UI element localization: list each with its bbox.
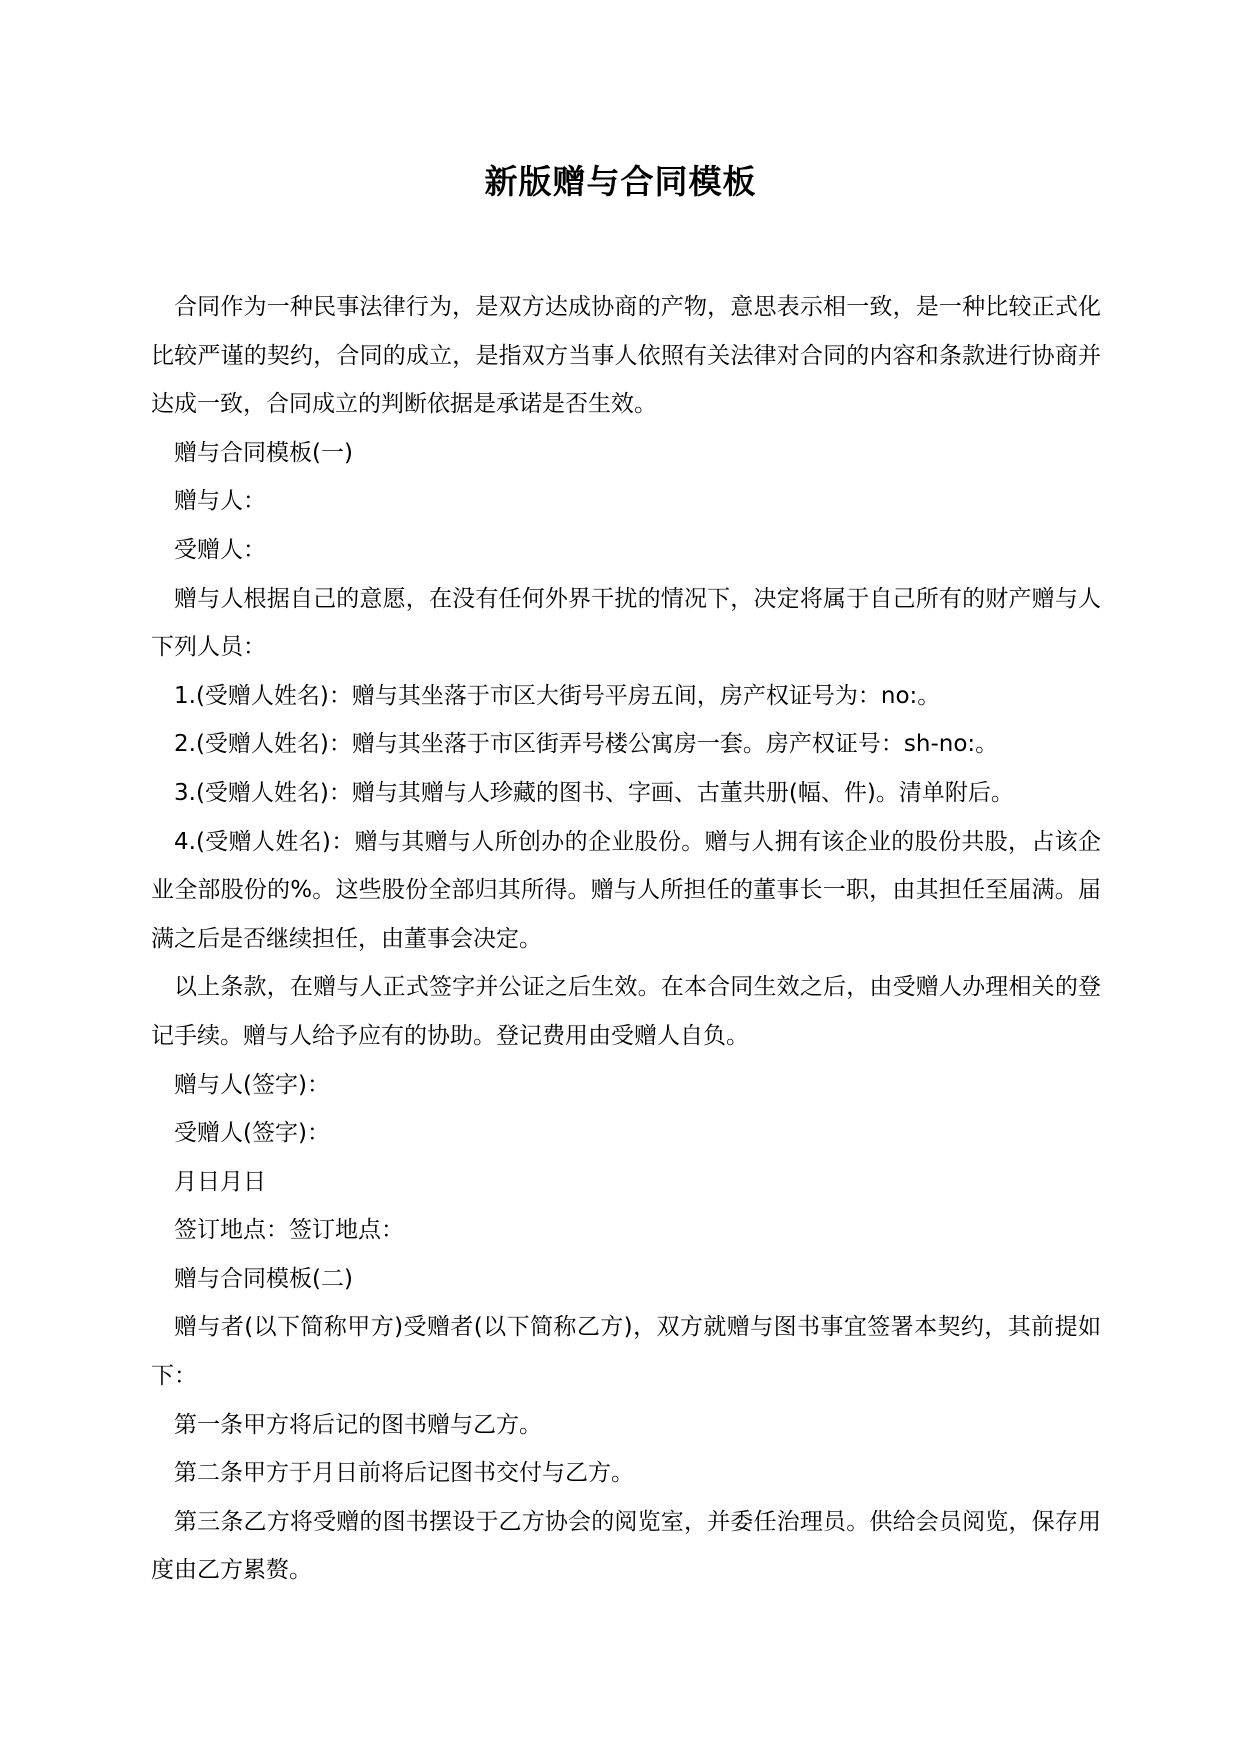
article-1: 第一条甲方将后记的图书赠与乙方。: [174, 1411, 542, 1438]
paragraph-preamble-2: 赠与者(以下简称甲方)受赠者(以下简称乙方)，双方就赠与图书事宜签署本契约，其前提如下：: [151, 1314, 1101, 1390]
donee-field-label: 受赠人：: [174, 536, 266, 563]
signing-place-line: 签订地点：签订地点：: [174, 1217, 404, 1244]
section-heading-template-1: 赠与合同模板(一): [174, 439, 353, 466]
document-title: 新版赠与合同模板: [484, 162, 757, 201]
clause-item-2: 2.(受赠人姓名)：赠与其坐落于市区街弄号楼公寓房一套。房产权证号：sh-no:。: [174, 731, 999, 758]
donor-field-label: 赠与人：: [174, 488, 266, 515]
clause-item-3: 3.(受赠人姓名)：赠与其赠与人珍藏的图书、字画、古董共册(幅、件)。清单附后。: [174, 779, 1014, 806]
section-heading-template-2: 赠与合同模板(二): [174, 1265, 353, 1292]
paragraph-effective-terms: 以上条款，在赠与人正式签字并公证之后生效。在本合同生效之后，由受赠人办理相关的登记手续。赠与人给予应有的协助。登记费用由受赠人自负。: [151, 974, 1101, 1049]
document-body: [151, 283, 1101, 1595]
clause-item-1: 1.(受赠人姓名)：赠与其坐落于市区大街号平房五间，房产权证号为：no:。: [174, 682, 941, 709]
article-3: 第三条乙方将受赠的图书摆设于乙方协会的阅览室，并委任治理员。供给会员阅览，保存用度由乙方累赘。: [151, 1508, 1101, 1584]
article-2: 第二条甲方于月日前将后记图书交付与乙方。: [174, 1460, 634, 1487]
date-line: 月日月日: [174, 1168, 266, 1195]
paragraph-donation-intent: 赠与人根据自己的意愿，在没有任何外界干扰的情况下，决定将属于自己所有的财产赠与人下列人员：: [151, 585, 1101, 661]
paragraph-intro: 合同作为一种民事法律行为，是双方达成协商的产物，意思表示相一致，是一种比较正式化比较严谨的契约，合同的成立，是指双方当事人依照有关法律对合同的内容和条款进行协商并达成一致，合同成立的判断依据是承诺是否生效。: [151, 294, 1101, 418]
donee-signature-label: 受赠人(签字)：: [174, 1120, 330, 1147]
clause-item-4: 4.(受赠人姓名)：赠与其赠与人所创办的企业股份。赠与人拥有该企业的股份共股，占该企业全部股份的%。这些股份全部归其所得。赠与人所担任的董事长一职，由其担任至届满。届满之后是否继续担任，由董事会决定。: [151, 828, 1101, 952]
donor-signature-label: 赠与人(签字)：: [174, 1071, 330, 1098]
